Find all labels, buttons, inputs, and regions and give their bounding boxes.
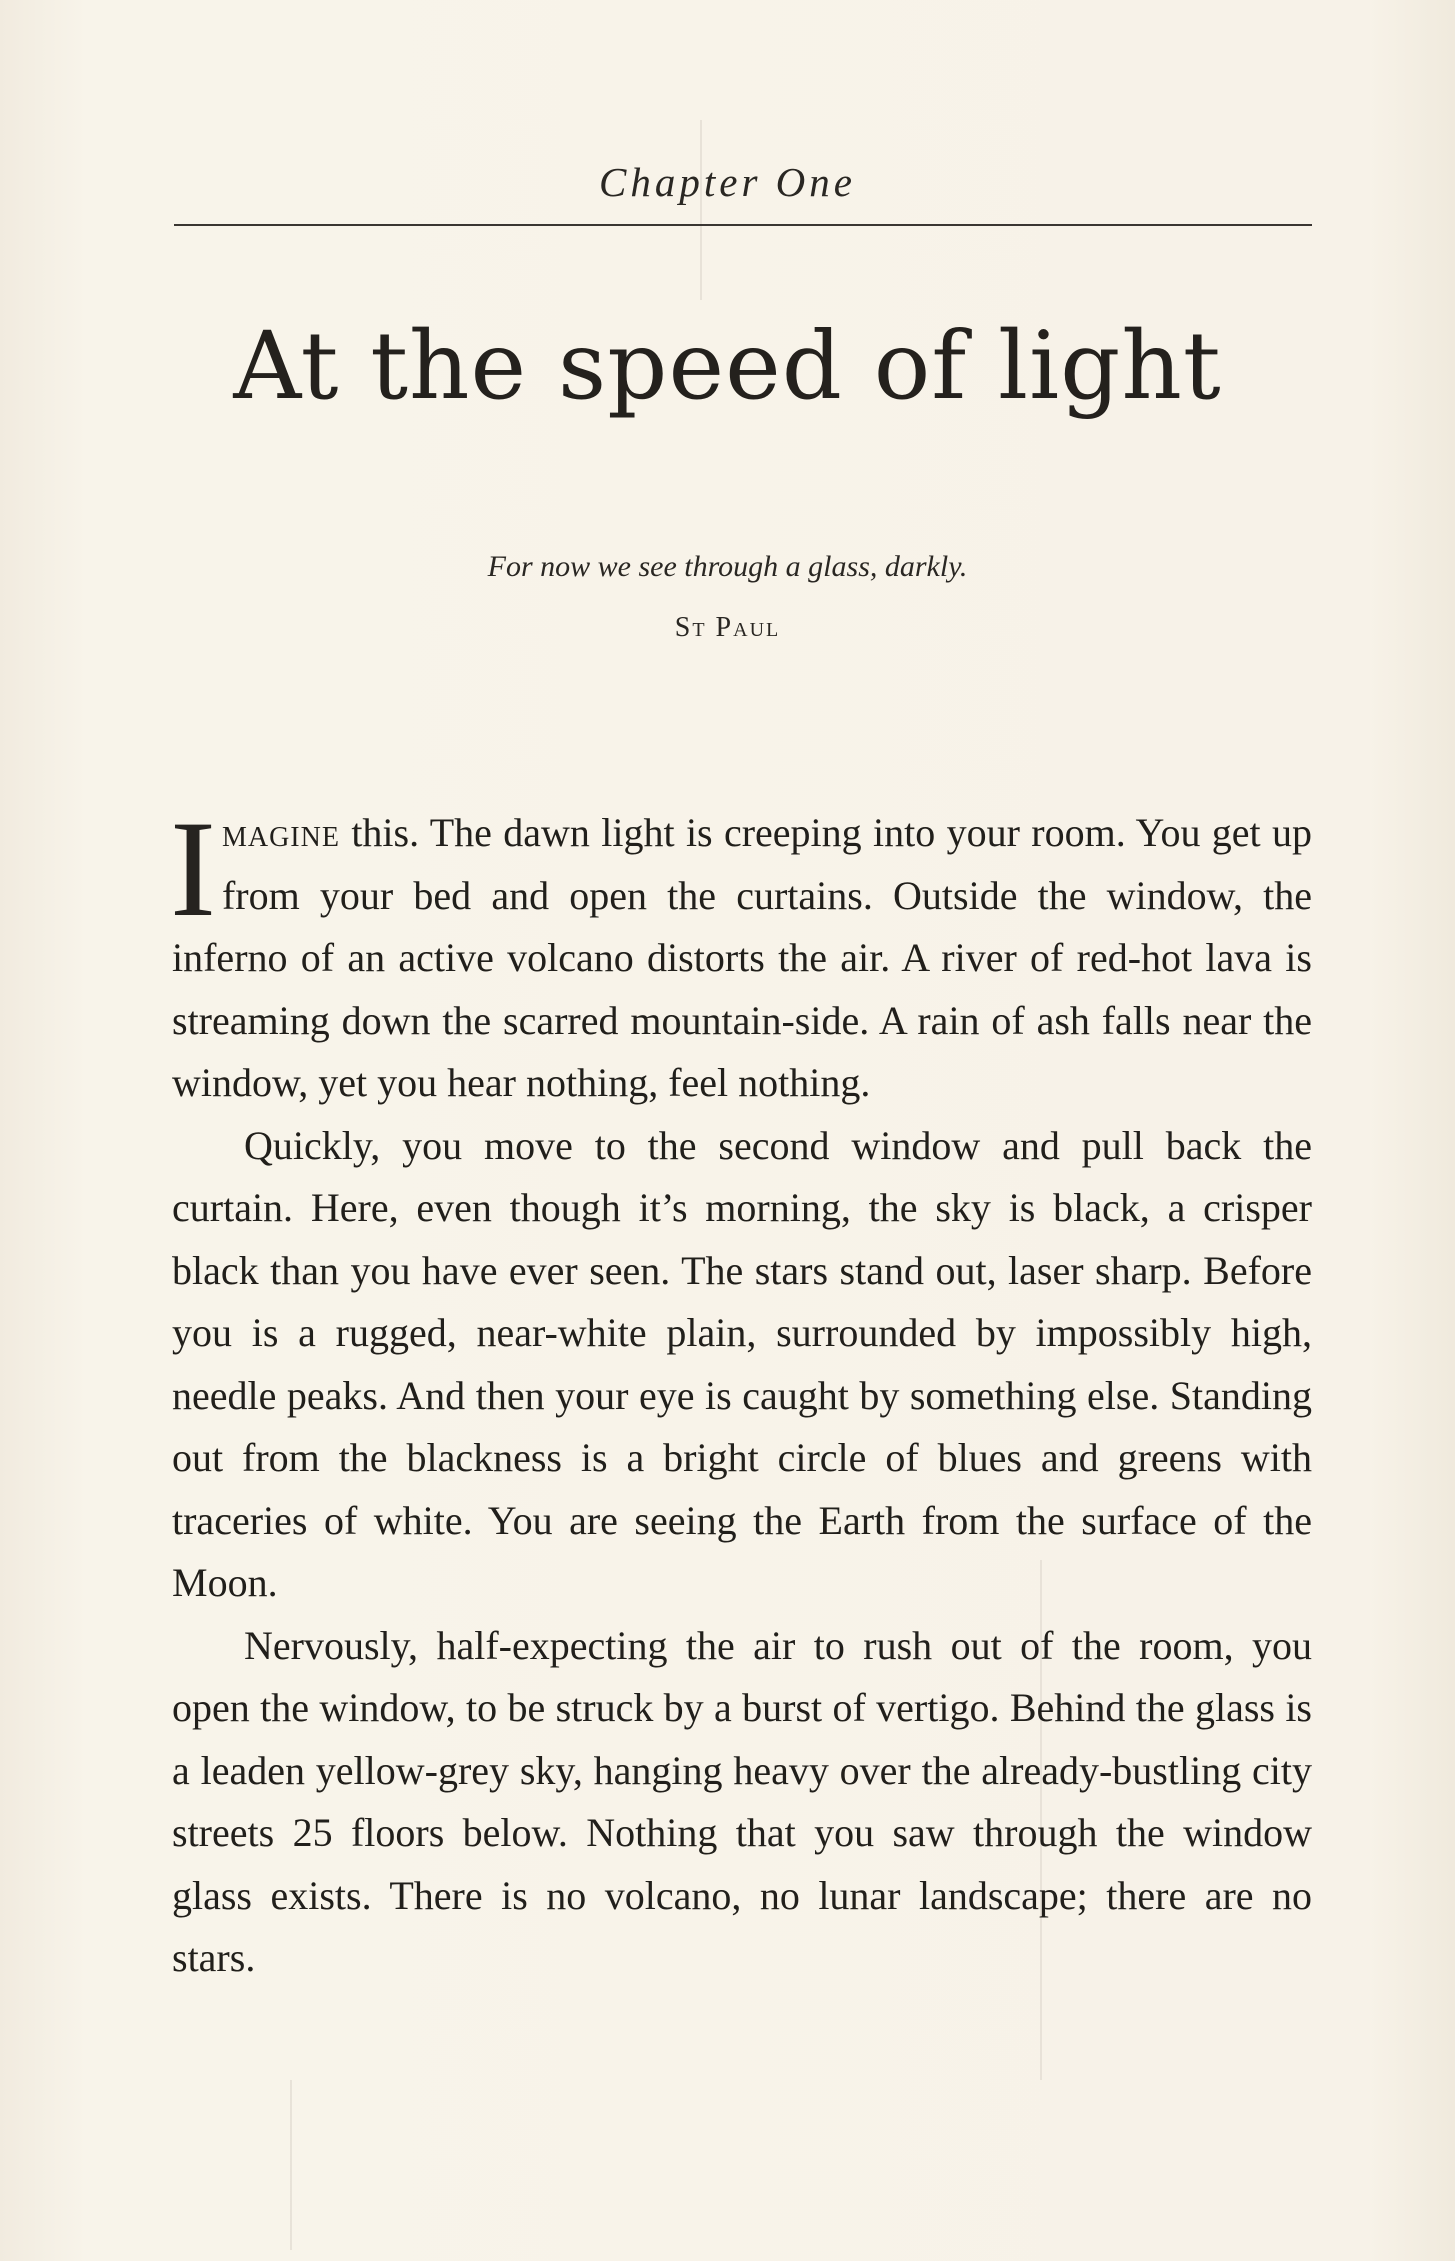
chapter-title: At the speed of light xyxy=(233,312,1222,421)
paragraph-1 xyxy=(170,792,1312,1115)
lead-in: magine xyxy=(221,810,340,855)
page-crease xyxy=(700,120,702,300)
epigraph-source: St Paul xyxy=(674,612,781,643)
paragraph-3: Nervously, half-expecting the air to rush out of the room, you open the window, to be struck by a burst of vertigo. Behind the glass is a leaden yellow-grey sky, hanging heavy over the already-bustling city streets 25 floors below. Nothing that you saw through the window glass exists. There is no volcano, no lunar landscape; there are no stars. xyxy=(172,1622,1312,1980)
paragraph-1-text: this. The dawn light is creeping into your room. You get up from your bed and open the curtains. Outside the window, the inferno of an active volcano distorts the air. A river of red-hot lava is streaming down the scarred mountain-side. A rain of ash falls near the window, yet you hear nothing, feel nothing. xyxy=(172,810,1312,1105)
paragraph-2: Quickly, you move to the second window and pull back the curtain. Here, even though it’s morning, the sky is black, a crisper black than you have ever seen. The stars stand out, laser sharp. Before you is a rugged, near-white plain, surrounded by impossibly high, needle peaks. And then your eye is caught by something else. Standing out from the blackness is a bright circle of blues and greens with traceries of white. You are seeing the Earth from the surface of the Moon. xyxy=(172,1122,1312,1605)
chapter-rule xyxy=(174,224,1312,226)
chapter-label: Chapter One xyxy=(599,159,856,205)
epigraph-quote: For now we see through a glass, darkly. xyxy=(487,550,968,583)
page-crease xyxy=(290,2080,292,2250)
body-text xyxy=(170,792,1312,1990)
drop-cap: I xyxy=(170,792,216,945)
